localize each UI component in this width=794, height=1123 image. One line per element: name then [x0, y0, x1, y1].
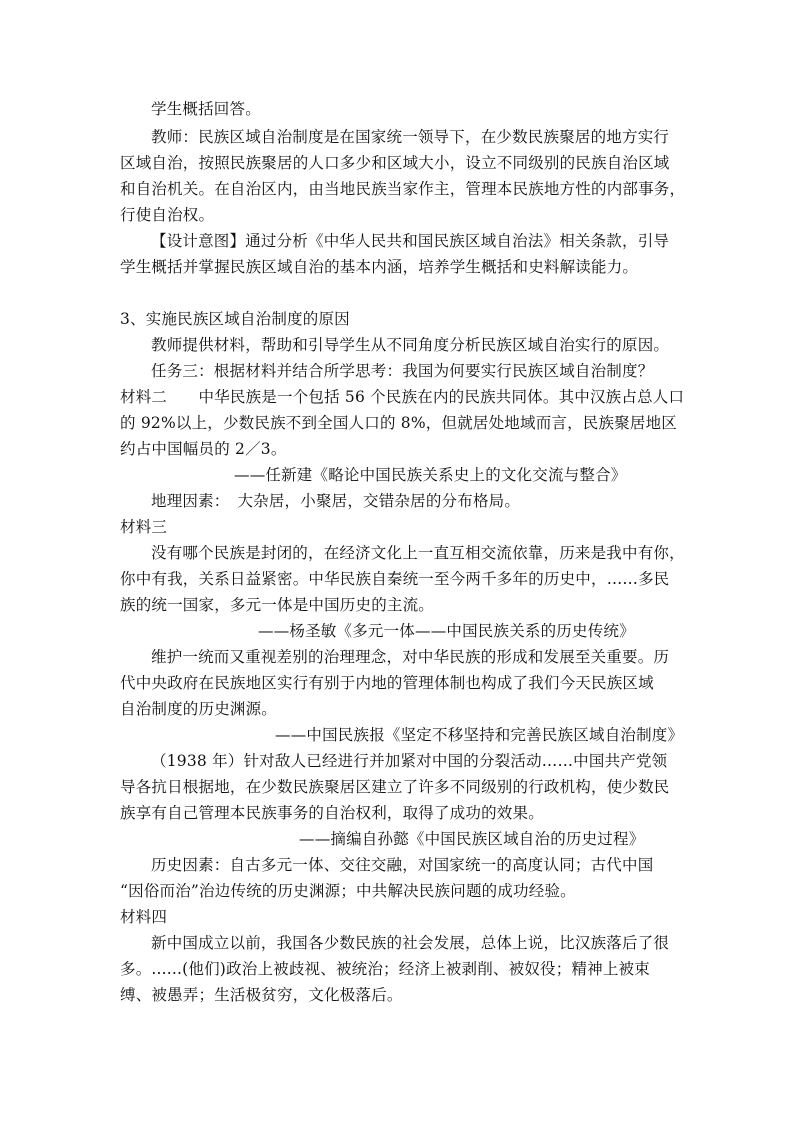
factor-line: “因俗而治”治边传统的历史渊源；中共解决民族问题的成功经验。 — [120, 882, 576, 900]
material-two-line: 的 92%以上，少数民族不到全国人口的 8%，但就居处地域而言，民族聚居地区 — [120, 414, 677, 432]
paragraph-line: 没有哪个民族是封闭的，在经济文化上一直互相交流依靠，历来是我中有你， — [151, 544, 685, 562]
paragraph-line: 新中国成立以前，我国各少数民族的社会发展，总体上说，比汉族落后了很 — [151, 934, 670, 952]
paragraph-line: 和自治机关。在自治区内，由当地民族当家作主，管理本民族地方性的内部事务， — [120, 180, 686, 198]
paragraph-line: 族的统一国家，多元一体是中国历史的主流。 — [120, 596, 435, 614]
paragraph-line: （1938 年）针对敌人已经进行并加紧对中国的分裂活动……中国共产党领 — [151, 752, 668, 770]
design-intent-line: 学生概括并掌握民族区域自治的基本内涵，培养学生概括和史料解读能力。 — [120, 258, 639, 276]
paragraph-line: 教师提供材料，帮助和引导学生从不同角度分析民族区域自治实行的原因。 — [151, 336, 670, 354]
citation-line: ——摘编自孙懿《中国民族区域自治的历史过程》 — [299, 830, 645, 848]
paragraph-line: 教师：民族区域自治制度是在国家统一领导下，在少数民族聚居的地方实行 — [151, 128, 670, 146]
material-label: 材料三 — [120, 518, 168, 536]
material-two-line: 约占中国幅员的 2／3。 — [120, 440, 287, 458]
paragraph-line: 自治制度的历史渊源。 — [120, 700, 278, 718]
task-line: 任务三：根据材料并结合所学思考：我国为何要实行民族区域自治制度？ — [151, 362, 654, 380]
paragraph-line: 代中央政府在民族地区实行有别于内地的管理体制也构成了我们今天民族区域 — [120, 674, 654, 692]
paragraph-line: 缚、被愚弄；生活极贫穷，文化极落后。 — [120, 986, 403, 1004]
citation-line: ——中国民族报《坚定不移坚持和完善民族区域自治制度》 — [275, 726, 684, 744]
factor-line: 地理因素： 大杂居，小聚居，交错杂居的分布格局。 — [151, 492, 521, 510]
paragraph-line: 导各抗日根据地，在少数民族聚居区建立了许多不同级别的行政机构，使少数民 — [120, 778, 670, 796]
factor-line: 历史因素：自古多元一体、交往交融，对国家统一的高度认同；古代中国 — [151, 856, 654, 874]
paragraph-line: 区域自治，按照民族聚居的人口多少和区域大小，设立不同级别的民族自治区域 — [120, 154, 670, 172]
material-label: 材料四 — [120, 908, 168, 926]
paragraph-line: 学生概括回答。 — [151, 100, 261, 118]
section-heading: 3、实施民族区域自治制度的原因 — [120, 310, 350, 328]
citation-line: ——任新建《略论中国民族关系史上的文化交流与整合》 — [234, 466, 627, 484]
paragraph-line: 维护一统而又重视差别的治理理念，对中华民族的形成和发展至关重要。历 — [151, 648, 670, 666]
paragraph-line: 你中有我，关系日益紧密。中华民族自秦统一至今两千多年的历史中，……多民 — [120, 570, 670, 588]
design-intent-line: 【设计意图】通过分析《中华人民共和国民族区域自治法》相关条款，引导 — [151, 232, 670, 250]
material-two-line: 材料二 中华民族是一个包括 56 个民族在内的民族共同体。其中汉族占总人口 — [120, 388, 685, 406]
paragraph-line: 行使自治权。 — [120, 206, 215, 224]
citation-line: ——杨圣敏《多元一体——中国民族关系的历史传统》 — [258, 622, 635, 640]
paragraph-line: 族享有自己管理本民族事务的自治权利，取得了成功的效果。 — [120, 804, 544, 822]
paragraph-line: 多。......(他们)政治上被歧视、被统治；经济上被剥削、被奴役；精神上被束 — [120, 960, 650, 978]
